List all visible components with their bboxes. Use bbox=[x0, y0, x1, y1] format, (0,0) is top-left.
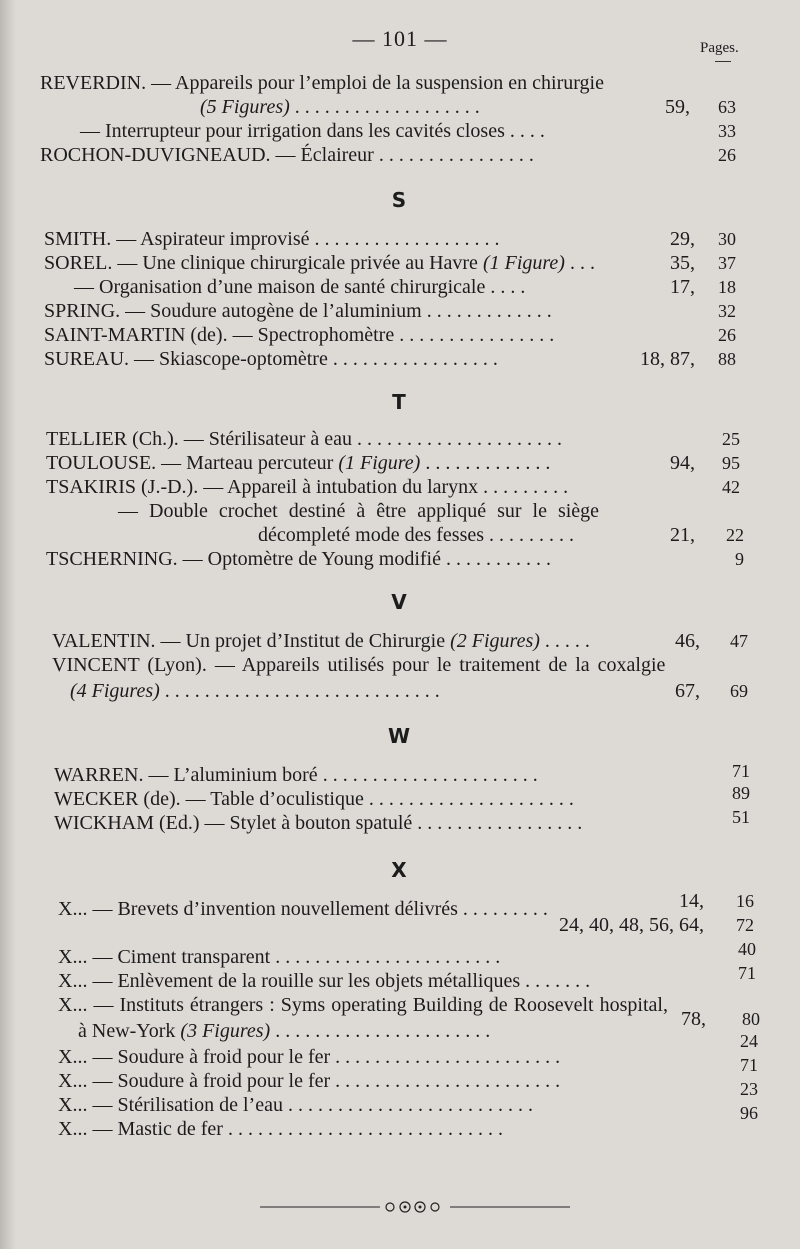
index-entry: TOULOUSE. — Marteau percuteur (1 Figure) . . . . . . . . . . . . . bbox=[46, 452, 551, 474]
page-ref: 37 bbox=[718, 253, 736, 273]
page-ref: 25 bbox=[722, 429, 740, 449]
index-entry: VINCENT (Lyon). — Appareils utilisés pour le traitement de la coxalgie bbox=[52, 654, 666, 676]
page-ref: 51 bbox=[732, 807, 750, 827]
page-ref: 23 bbox=[740, 1079, 758, 1099]
page-refs: 29, bbox=[670, 228, 695, 250]
index-entry: (4 Figures) . . . . . . . . . . . . . . . . . . . . . . . . . . . . bbox=[70, 680, 440, 702]
figure-count: (5 Figures) bbox=[200, 96, 290, 118]
section-letter-v: V bbox=[391, 590, 409, 614]
page-ref: 16 bbox=[736, 891, 754, 911]
index-entry: X... — Soudure à froid pour le fer . . . . . . . . . . . . . . . . . . . . . . . bbox=[58, 1070, 561, 1092]
index-entry: X... — Enlèvement de la rouille sur les objets métalliques . . . . . . . bbox=[58, 970, 591, 992]
page-ref: 26 bbox=[718, 325, 736, 345]
page-refs: 21, bbox=[670, 524, 695, 546]
page-refs: 14, bbox=[679, 890, 704, 912]
index-entry: WICKHAM (Ed.) — Stylet à bouton spatulé . . . . . . . . . . . . . . . . . bbox=[54, 812, 583, 834]
index-entry: TSAKIRIS (J.-D.). — Appareil à intubation du larynx . . . . . . . . . bbox=[46, 476, 569, 498]
page-ref: 18 bbox=[718, 277, 736, 297]
index-entry: VALENTIN. — Un projet d’Institut de Chirurgie (2 Figures) . . . . . bbox=[52, 630, 590, 652]
page-ref: 95 bbox=[722, 453, 740, 473]
section-letter-s: S bbox=[391, 188, 409, 212]
index-entry: (5 Figures) . . . . . . . . . . . . . . . . . . . bbox=[200, 96, 480, 118]
section-letter-t: T bbox=[392, 390, 408, 414]
page-ref: 88 bbox=[718, 349, 736, 369]
index-entry: X... — Instituts étrangers : Syms operating Building de Roosevelt hospital, bbox=[58, 994, 668, 1016]
page-ref: 42 bbox=[722, 477, 740, 497]
index-entry: — Organisation d’une maison de santé chirurgicale . . . . bbox=[74, 276, 526, 298]
page-ref: 33 bbox=[718, 121, 736, 141]
page-ref: 96 bbox=[740, 1103, 758, 1123]
page-ref: 71 bbox=[740, 1055, 758, 1075]
index-entry: TELLIER (Ch.). — Stérilisateur à eau . . . . . . . . . . . . . . . . . . . . . bbox=[46, 428, 563, 450]
pages-column-label: Pages. bbox=[700, 40, 739, 56]
page-refs: 24, 40, 48, 56, 64, bbox=[559, 914, 704, 936]
index-entry: X... — Soudure à froid pour le fer . . . . . . . . . . . . . . . . . . . . . . . bbox=[58, 1046, 561, 1068]
page-refs: 18, 87, bbox=[640, 348, 695, 370]
index-entry: SPRING. — Soudure autogène de l’aluminium . . . . . . . . . . . . . bbox=[44, 300, 552, 322]
index-entry: — Interrupteur pour irrigation dans les cavités closes . . . . bbox=[80, 120, 545, 142]
page-refs: 17, bbox=[670, 276, 695, 298]
index-entry: SMITH. — Aspirateur improvisé . . . . . . . . . . . . . . . . . . . bbox=[44, 228, 500, 250]
tailpiece-ornament bbox=[260, 1200, 570, 1214]
page-ref: 71 bbox=[738, 963, 756, 983]
index-entry: WARREN. — L’aluminium boré . . . . . . . . . . . . . . . . . . . . . . bbox=[54, 764, 538, 786]
page-refs: 35, bbox=[670, 252, 695, 274]
page-refs: 67, bbox=[675, 680, 700, 702]
page-ref: 89 bbox=[732, 783, 750, 803]
page-refs: 78, bbox=[681, 1008, 706, 1030]
page-ref: 72 bbox=[736, 915, 754, 935]
page-ref: 69 bbox=[730, 681, 748, 701]
page-ref: 47 bbox=[730, 631, 748, 651]
index-entry: X... — Ciment transparent . . . . . . . . . . . . . . . . . . . . . . . bbox=[58, 946, 501, 968]
page-refs: 46, bbox=[675, 630, 700, 652]
page-refs: 59, bbox=[665, 96, 690, 118]
section-letter-w: W bbox=[387, 724, 413, 748]
index-entry: X... — Stérilisation de l’eau . . . . . . . . . . . . . . . . . . . . . . . . . bbox=[58, 1094, 533, 1116]
page-ref: 24 bbox=[740, 1031, 758, 1051]
page-ref: 22 bbox=[726, 525, 744, 545]
index-entry: SAINT-MARTIN (de). — Spectrophomètre . . . . . . . . . . . . . . . . bbox=[44, 324, 555, 346]
index-entry: ROCHON-DUVIGNEAUD. — Éclaireur . . . . . . . . . . . . . . . . bbox=[40, 144, 534, 166]
index-entry: X... — Brevets d’invention nouvellement délivrés . . . . . . . . . bbox=[58, 898, 548, 920]
page-ref: 30 bbox=[718, 229, 736, 249]
page-ref: 26 bbox=[718, 145, 736, 165]
index-entry: X... — Mastic de fer . . . . . . . . . . . . . . . . . . . . . . . . . . . . bbox=[58, 1118, 503, 1140]
index-entry: WECKER (de). — Table d’oculistique . . . . . . . . . . . . . . . . . . . . . bbox=[54, 788, 574, 810]
section-letter-x: X bbox=[391, 858, 409, 882]
pages-label-rule bbox=[715, 61, 731, 62]
page-ref: 80 bbox=[742, 1009, 760, 1029]
page-ref: 71 bbox=[732, 761, 750, 781]
index-entry: TSCHERNING. — Optomètre de Young modifié . . . . . . . . . . . bbox=[46, 548, 551, 570]
page-ref: 9 bbox=[735, 549, 744, 569]
index-entry: à New-York (3 Figures) . . . . . . . . . . . . . . . . . . . . . . bbox=[78, 1020, 491, 1042]
index-entry: — Double crochet destiné à être appliqué sur le siège bbox=[118, 500, 600, 522]
page-number: — 101 — bbox=[352, 26, 448, 51]
page-ref: 40 bbox=[738, 939, 756, 959]
index-entry: REVERDIN. — Appareils pour l’emploi de la suspension en chirurgie bbox=[40, 72, 604, 94]
page-refs: 94, bbox=[670, 452, 695, 474]
page-ref: 63 bbox=[718, 97, 736, 117]
index-entry: SOREL. — Une clinique chirurgicale privée au Havre (1 Figure) . . . bbox=[44, 252, 595, 274]
index-entry: décompleté mode des fesses . . . . . . . . . bbox=[258, 524, 575, 546]
index-entry: SUREAU. — Skiascope-optomètre . . . . . . . . . . . . . . . . . bbox=[44, 348, 498, 370]
page-ref: 32 bbox=[718, 301, 736, 321]
